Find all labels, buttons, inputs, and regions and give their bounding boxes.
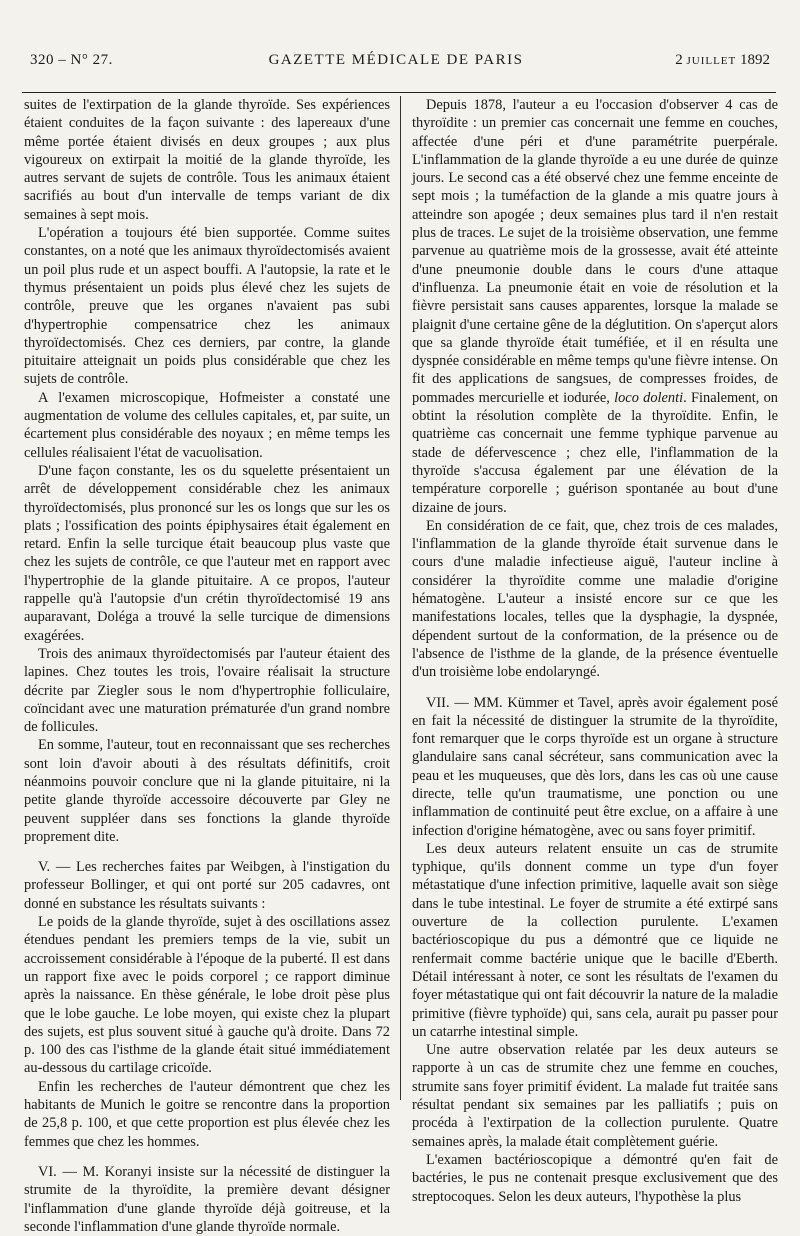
paragraph: L'examen bactérioscopique a démontré qu'en fait de bactéries, le pus ne contenait presque exclusivement que des streptocoques. Selon les deux auteurs, l'hypothèse la plus [412, 1151, 778, 1205]
section-v-heading-paragraph: V. — Les recherches faites par Weibgen, à l'instigation du professeur Bollinger, et qui ont porté sur 205 cadavres, ont donné en substance les résultats suivants : [24, 859, 390, 912]
paragraph: suites de l'extirpation de la glande thyroïde. Ses expériences étaient conduites de la façon suivante : des lapereaux d'une même portée étaient divisés en deux groupes ; aux plus vigoureux on extirpait la moitié de la glande thyroïde, les autres servant de sujets de contrôle. Tous les animaux étaient sacrifiés au bout d'un intervalle de temps variant de dix semaines à sept mois. [24, 97, 390, 223]
section-vi-heading-paragraph: VI. — M. Koranyi insiste sur la nécessité de distinguer la strumite de la thyroïdite, la première devant désigner l'inflammation d'une glande thyroïde déjà goitreuse, et la seconde l'inflammation d'une glande thyroïde normale. [24, 1163, 390, 1235]
text-run: Depuis 1878, l'auteur a eu l'occasion d'observer 4 cas de thyroïdite : un premier cas concernait une femme en couches, affectée d'une péri et d'une paramétrite puerpérale. L'inflammation de la glande thyroïde a eu une durée de quinze jours. Le second cas a été observé chez une femme enceinte de sept mois ; la tuméfaction de la glande a mis quatre jours à atteindre son apogée ; deux semaines plus tard il n'en restait plus de traces. Le sujet de la troisième observation, une femme parvenue au quatrième mois de la grossesse, avait été atteinte d'une pneumonie double dans le cours d'une attaque d'influenza. La pneumonie était en voie de résolution et la fièvre persistait sans causes apparentes, lorsque la malade se plaignit d'une certaine gêne de la déglutition. On s'aperçut alors que sa glande thyroïde était tuméfiée, et il en résulta une dyspnée considérable en même temps qu'une fièvre intense. On fit des applications de sangsues, de compresses froides, de pommades mercurielle et iodurée, [412, 97, 778, 406]
left-column [24, 96, 390, 1235]
issue-date [675, 52, 770, 69]
paragraph: En considération de ce fait, que, chez trois de ces malades, l'inflammation de la glande thyroïde était survenue dans le cours d'une maladie infectieuse aiguë, l'auteur incline à considérer la thyroïdite comme une maladie d'origine hématogène. L'auteur a insisté encore sur ce que les manifestations locales, telles que la dysphagie, la dyspnée, dépendent surtout de la conformation, de la présence ou de l'absence de l'isthme de la glande, de la présence éventuelle d'un troisième lobe endolaryngé. [412, 517, 778, 681]
journal-title: GAZETTE MÉDICALE DE PARIS [268, 52, 524, 68]
paragraph: L'opération a toujours été bien supportée. Comme suites constantes, on a noté que les animaux thyroïdectomisés avaient un poil plus rude et un aspect bouffi. A l'autopsie, la rate et le thymus présentaient un poids plus élevé chez les sujets de contrôle, preuve que les organes n'avaient pas subi d'hypertrophie compensatrice chez les animaux thyroïdectomisés. Chez ces derniers, par contre, la glande pituitaire atteignait un poids plus considérable que chez les sujets de contrôle. [24, 225, 390, 388]
paragraph: Le poids de la glande thyroïde, sujet à des oscillations assez étendues pendant les premiers temps de la vie, subit un accroissement considérable à l'époque de la puberté. Il est dans un rapport fixe avec le poids corporel ; ce rapport diminue après la naissance. En thèse générale, le lobe droit pèse plus que le lobe gauche. Le lobe moyen, qui existe chez la plupart des sujets, est plus souvent situé à gauche qu'à droite. Dans 72 p. 100 des cas l'isthme de la glande était situé immédiatement au-dessous du cartilage cricoïde. [24, 914, 390, 1077]
header-rule [22, 92, 776, 93]
issue-day: 2 [675, 52, 683, 68]
paragraph: Les deux auteurs relatent ensuite un cas de strumite typhique, qu'ils donnent comme un type d'un foyer métastatique d'une infection primitive, laquelle avait son siège dans le tube intestinal. Le foyer de strumite a été extirpé sans ouverture de la collection purulente. L'examen bactérioscopique du pus a démontré que ce liquide ne renfermait comme bactérie unique que le bacille d'Eberth. Détail intéressant à noter, ce sont les résultats de l'examen du foyer métastatique qui ont fait découvrir la nature de la maladie primitive (fièvre typhoïde) qui, sans cela, aurait pu passer pour un catarrhe intestinal simple. [412, 840, 779, 1040]
page-number-issue: 320 – N° 27. [30, 52, 113, 68]
text-run: . Finalement, on obtint la résolution complète de la thyroïdite. Enfin, le quatrième cas concernait une femme typhique parvenue au stade de défervescence ; chez elle, l'inflammation de la thyroïde s'accusa également par une élévation de la température corporelle ; guérison spontanée au bout d'une dizaine de jours. [412, 389, 778, 516]
paragraph: A l'examen microscopique, Hofmeister a constaté une augmentation de volume des cellules capitales, et, par suite, un écartement plus considérable des noyaux ; en même temps les cellules réalisaient l'état de vacuolisation. [24, 389, 390, 461]
issue-month: JUILLET [686, 55, 737, 67]
section-vii-heading-paragraph: VII. — MM. Kümmer et Tavel, après avoir également posé en fait la nécessité de distinguer la strumite de la thyroïdite, font remarquer que le corps thyroïde est un organe à structure glandulaire sans canal sécréteur, sans communication avec la peau et les muqueuses, que dès lors, dans les cas où une cause directe, telle qu'un traumatisme, une ponction ou une inflammation de continuité peut être exclue, on a affaire à une infection d'origine hématogène, avec ou sans foyer primitif. [412, 694, 778, 839]
page-header [22, 48, 770, 72]
paragraph: En somme, l'auteur, tout en reconnaissant que ses recherches sont loin d'avoir abouti à des résultats définitifs, croit néanmoins pouvoir conclure que ni la glande pituitaire, ni la petite glande thyroïde accessoire découverte par Gley ne peuvent suppléer dans ses fonctions la glande thyroïde proprement dite. [24, 737, 390, 845]
issue-year: 1892 [740, 52, 770, 68]
paragraph: Enfin les recherches de l'auteur démontrent que chez les habitants de Munich le goitre se rencontre dans la proportion de 25,8 p. 100, et que cette proportion est plus élevée chez les femmes que chez les hommes. [24, 1078, 390, 1150]
paragraph: Une autre observation relatée par les deux auteurs se rapporte à un cas de strumite chez une femme en couches, strumite sans foyer primitif évident. La malade fut traitée sans résultat pendant six semaines par les palliatifs ; puis on procéda à l'extirpation de la collection purulente. Quatre semaines après, la malade était complètement guérie. [412, 1042, 778, 1150]
right-column [412, 96, 779, 1205]
paragraph: Trois des animaux thyroïdectomisés par l'auteur étaient des lapines. Chez toutes les trois, l'ovaire réalisait la structure décrite par Ziegler sous le nom d'hypertrophie folliculaire, coïncidant avec une maturation prématurée d'un grand nombre de follicules. [24, 645, 390, 736]
paragraph: D'une façon constante, les os du squelette présentaient un arrêt de développement considérable chez les animaux thyroïdectomisés, plus prononcé sur les os longs que sur les os plats ; l'ossification des points épiphysaires était également en retard. Enfin la selle turcique était beaucoup plus vaste que chez les sujets de contrôle, ce que l'auteur met en rapport avec l'hypertrophie de la glande pituitaire. A ce propos, l'auteur rappelle qu'à l'autopsie d'un crétin thyroïdectomisé 19 ans auparavant, Doléga a trouvé la selle turcique de dimensions exagérées. [24, 462, 390, 644]
paragraph [412, 96, 778, 517]
italic-term: loco dolenti [614, 389, 684, 406]
column-separator [400, 96, 401, 1100]
